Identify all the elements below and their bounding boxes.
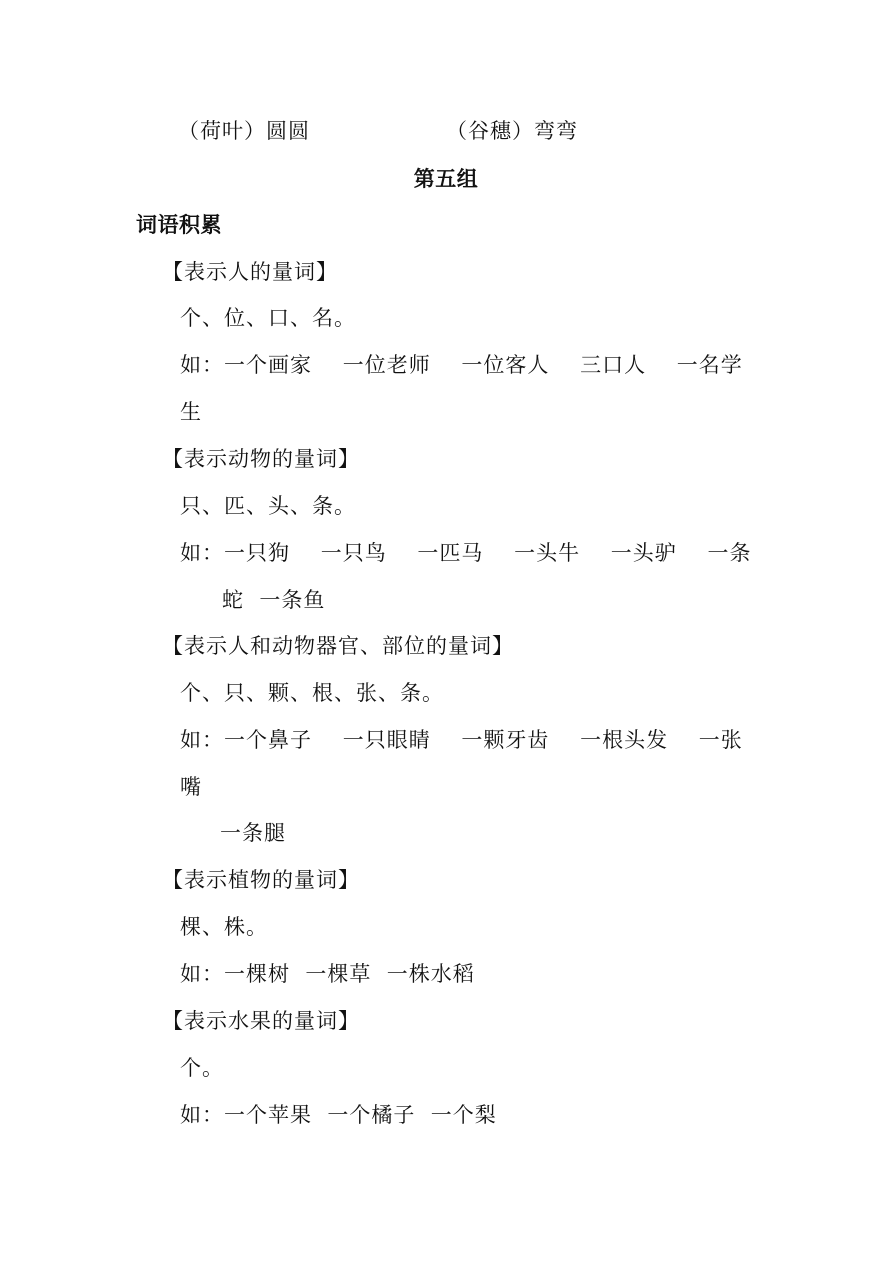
category-heading-animals: 【表示动物的量词】 (162, 447, 360, 471)
category-example-body-parts-cont: 嘴 (180, 775, 202, 799)
category-words-people: 个、位、口、名。 (180, 306, 356, 330)
category-heading-fruit: 【表示水果的量词】 (162, 1009, 360, 1033)
category-words-plants: 棵、株。 (180, 915, 268, 939)
category-example-plants: 如：一棵树 一棵草 一株水稻 (180, 962, 475, 986)
section-heading: 词语积累 (136, 213, 222, 237)
category-example-people: 如：一个画家 一位老师 一位客人 三口人 一名学 (180, 353, 743, 377)
category-example-fruit: 如：一个苹果 一个橘子 一个梨 (180, 1103, 497, 1127)
category-example-animals-cont: 蛇 一条鱼 (222, 588, 326, 612)
group-title: 第五组 (413, 167, 479, 191)
category-words-body-parts: 个、只、颗、根、张、条。 (180, 681, 444, 705)
top-left-phrase: （荷叶）圆圆 (178, 119, 310, 143)
category-heading-people: 【表示人的量词】 (162, 260, 338, 284)
category-heading-plants: 【表示植物的量词】 (162, 868, 360, 892)
category-example-body-parts-cont2: 一条腿 (220, 821, 286, 845)
category-example-body-parts: 如：一个鼻子 一只眼睛 一颗牙齿 一根头发 一张 (180, 728, 743, 752)
category-words-animals: 只、匹、头、条。 (180, 494, 356, 518)
top-right-phrase: （谷穗）弯弯 (446, 119, 578, 143)
category-example-people-cont: 生 (180, 400, 202, 424)
category-example-animals: 如：一只狗 一只鸟 一匹马 一头牛 一头驴 一条 (180, 541, 752, 565)
category-words-fruit: 个。 (180, 1056, 224, 1080)
category-heading-body-parts: 【表示人和动物器官、部位的量词】 (162, 634, 514, 658)
